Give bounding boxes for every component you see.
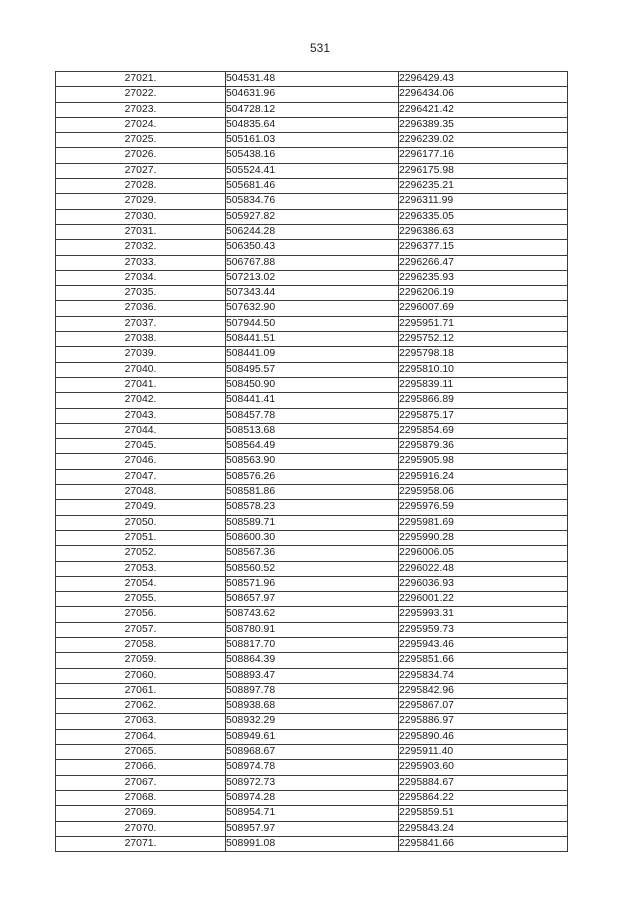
table-row: [56, 72, 568, 87]
y-coordinate-cell: 2296177.16: [399, 148, 568, 163]
y-coordinate-cell: 2296036.93: [399, 576, 568, 591]
x-coordinate-cell: 504835.64: [226, 117, 399, 132]
y-coordinate-cell: 2296235.93: [399, 270, 568, 285]
coordinates-table: [55, 71, 568, 852]
x-coordinate-cell: 508560.52: [226, 561, 399, 576]
y-coordinate-cell: 2295943.46: [399, 637, 568, 652]
x-coordinate-cell: 507213.02: [226, 270, 399, 285]
x-coordinate-cell: 508564.49: [226, 439, 399, 454]
table-row: [56, 270, 568, 285]
point-id-cell: 27058.: [56, 637, 226, 652]
x-coordinate-cell: 506350.43: [226, 240, 399, 255]
point-id-cell: 27025.: [56, 133, 226, 148]
y-coordinate-cell: 2296421.42: [399, 102, 568, 117]
x-coordinate-cell: 505834.76: [226, 194, 399, 209]
point-id-cell: 27059.: [56, 653, 226, 668]
y-coordinate-cell: 2295993.31: [399, 607, 568, 622]
point-id-cell: 27036.: [56, 301, 226, 316]
x-coordinate-cell: 508991.08: [226, 836, 399, 851]
x-coordinate-cell: 508972.73: [226, 775, 399, 790]
x-coordinate-cell: 507343.44: [226, 286, 399, 301]
y-coordinate-cell: 2296386.63: [399, 224, 568, 239]
y-coordinate-cell: 2295842.96: [399, 683, 568, 698]
table-row: [56, 377, 568, 392]
point-id-cell: 27031.: [56, 224, 226, 239]
table-row: [56, 500, 568, 515]
point-id-cell: 27051.: [56, 530, 226, 545]
x-coordinate-cell: 508450.90: [226, 377, 399, 392]
point-id-cell: 27052.: [56, 546, 226, 561]
x-coordinate-cell: 505161.03: [226, 133, 399, 148]
point-id-cell: 27050.: [56, 515, 226, 530]
y-coordinate-cell: 2295916.24: [399, 469, 568, 484]
table-row: [56, 102, 568, 117]
y-coordinate-cell: 2295890.46: [399, 729, 568, 744]
x-coordinate-cell: 508657.97: [226, 592, 399, 607]
point-id-cell: 27060.: [56, 668, 226, 683]
y-coordinate-cell: 2295958.06: [399, 485, 568, 500]
point-id-cell: 27023.: [56, 102, 226, 117]
y-coordinate-cell: 2295886.97: [399, 714, 568, 729]
x-coordinate-cell: 508563.90: [226, 454, 399, 469]
point-id-cell: 27065.: [56, 745, 226, 760]
x-coordinate-cell: 508457.78: [226, 408, 399, 423]
point-id-cell: 27068.: [56, 790, 226, 805]
x-coordinate-cell: 508954.71: [226, 806, 399, 821]
point-id-cell: 27061.: [56, 683, 226, 698]
point-id-cell: 27063.: [56, 714, 226, 729]
table-row: [56, 423, 568, 438]
y-coordinate-cell: 2296239.02: [399, 133, 568, 148]
table-row: [56, 332, 568, 347]
table-row: [56, 224, 568, 239]
x-coordinate-cell: 508780.91: [226, 622, 399, 637]
x-coordinate-cell: 508578.23: [226, 500, 399, 515]
y-coordinate-cell: 2296175.98: [399, 163, 568, 178]
y-coordinate-cell: 2295867.07: [399, 699, 568, 714]
table-row: [56, 454, 568, 469]
y-coordinate-cell: 2295839.11: [399, 377, 568, 392]
y-coordinate-cell: 2296007.69: [399, 301, 568, 316]
x-coordinate-cell: 508571.96: [226, 576, 399, 591]
y-coordinate-cell: 2295911.40: [399, 745, 568, 760]
y-coordinate-cell: 2295951.71: [399, 316, 568, 331]
point-id-cell: 27054.: [56, 576, 226, 591]
y-coordinate-cell: 2295859.51: [399, 806, 568, 821]
point-id-cell: 27040.: [56, 362, 226, 377]
point-id-cell: 27026.: [56, 148, 226, 163]
table-row: [56, 316, 568, 331]
x-coordinate-cell: 508567.36: [226, 546, 399, 561]
point-id-cell: 27056.: [56, 607, 226, 622]
y-coordinate-cell: 2296377.15: [399, 240, 568, 255]
table-row: [56, 133, 568, 148]
table-row: [56, 515, 568, 530]
y-coordinate-cell: 2296434.06: [399, 87, 568, 102]
point-id-cell: 27053.: [56, 561, 226, 576]
x-coordinate-cell: 508864.39: [226, 653, 399, 668]
y-coordinate-cell: 2296206.19: [399, 286, 568, 301]
table-row: [56, 622, 568, 637]
point-id-cell: 27037.: [56, 316, 226, 331]
point-id-cell: 27030.: [56, 209, 226, 224]
table-row: [56, 255, 568, 270]
y-coordinate-cell: 2295854.69: [399, 423, 568, 438]
table-row: [56, 714, 568, 729]
point-id-cell: 27044.: [56, 423, 226, 438]
y-coordinate-cell: 2295884.67: [399, 775, 568, 790]
y-coordinate-cell: 2296311.99: [399, 194, 568, 209]
y-coordinate-cell: 2296001.22: [399, 592, 568, 607]
point-id-cell: 27055.: [56, 592, 226, 607]
table-row: [56, 760, 568, 775]
x-coordinate-cell: 508589.71: [226, 515, 399, 530]
point-id-cell: 27070.: [56, 821, 226, 836]
point-id-cell: 27024.: [56, 117, 226, 132]
point-id-cell: 27069.: [56, 806, 226, 821]
y-coordinate-cell: 2295866.89: [399, 393, 568, 408]
table-row: [56, 745, 568, 760]
x-coordinate-cell: 508949.61: [226, 729, 399, 744]
table-row: [56, 209, 568, 224]
point-id-cell: 27062.: [56, 699, 226, 714]
table-row: [56, 87, 568, 102]
point-id-cell: 27032.: [56, 240, 226, 255]
point-id-cell: 27033.: [56, 255, 226, 270]
table-row: [56, 469, 568, 484]
table-row: [56, 607, 568, 622]
y-coordinate-cell: 2295875.17: [399, 408, 568, 423]
point-id-cell: 27042.: [56, 393, 226, 408]
table-row: [56, 163, 568, 178]
y-coordinate-cell: 2295841.66: [399, 836, 568, 851]
table-row: [56, 775, 568, 790]
table-row: [56, 546, 568, 561]
y-coordinate-cell: 2295990.28: [399, 530, 568, 545]
table-row: [56, 194, 568, 209]
table-row: [56, 653, 568, 668]
x-coordinate-cell: 508495.57: [226, 362, 399, 377]
y-coordinate-cell: 2295864.22: [399, 790, 568, 805]
table-row: [56, 286, 568, 301]
y-coordinate-cell: 2295959.73: [399, 622, 568, 637]
y-coordinate-cell: 2296022.48: [399, 561, 568, 576]
page-number: 531: [309, 41, 331, 55]
x-coordinate-cell: 508957.97: [226, 821, 399, 836]
point-id-cell: 27066.: [56, 760, 226, 775]
x-coordinate-cell: 508974.78: [226, 760, 399, 775]
x-coordinate-cell: 508897.78: [226, 683, 399, 698]
x-coordinate-cell: 505927.82: [226, 209, 399, 224]
y-coordinate-cell: 2295843.24: [399, 821, 568, 836]
table-row: [56, 790, 568, 805]
point-id-cell: 27045.: [56, 439, 226, 454]
table-row: [56, 117, 568, 132]
y-coordinate-cell: 2295903.60: [399, 760, 568, 775]
x-coordinate-cell: 508974.28: [226, 790, 399, 805]
x-coordinate-cell: 508441.41: [226, 393, 399, 408]
table-row: [56, 362, 568, 377]
x-coordinate-cell: 508581.86: [226, 485, 399, 500]
coordinates-table-body: [56, 72, 568, 852]
point-id-cell: 27067.: [56, 775, 226, 790]
y-coordinate-cell: 2296389.35: [399, 117, 568, 132]
table-row: [56, 637, 568, 652]
table-row: [56, 821, 568, 836]
table-row: [56, 576, 568, 591]
point-id-cell: 27039.: [56, 347, 226, 362]
x-coordinate-cell: 508441.09: [226, 347, 399, 362]
y-coordinate-cell: 2295976.59: [399, 500, 568, 515]
point-id-cell: 27034.: [56, 270, 226, 285]
point-id-cell: 27049.: [56, 500, 226, 515]
x-coordinate-cell: 508600.30: [226, 530, 399, 545]
x-coordinate-cell: 508743.62: [226, 607, 399, 622]
table-row: [56, 561, 568, 576]
point-id-cell: 27043.: [56, 408, 226, 423]
table-row: [56, 683, 568, 698]
x-coordinate-cell: 508441.51: [226, 332, 399, 347]
point-id-cell: 27071.: [56, 836, 226, 851]
table-row: [56, 699, 568, 714]
y-coordinate-cell: 2295905.98: [399, 454, 568, 469]
x-coordinate-cell: 504728.12: [226, 102, 399, 117]
point-id-cell: 27064.: [56, 729, 226, 744]
point-id-cell: 27028.: [56, 179, 226, 194]
table-row: [56, 836, 568, 851]
y-coordinate-cell: 2295981.69: [399, 515, 568, 530]
table-row: [56, 179, 568, 194]
x-coordinate-cell: 508893.47: [226, 668, 399, 683]
y-coordinate-cell: 2295851.66: [399, 653, 568, 668]
point-id-cell: 27021.: [56, 72, 226, 87]
y-coordinate-cell: 2295810.10: [399, 362, 568, 377]
y-coordinate-cell: 2296266.47: [399, 255, 568, 270]
x-coordinate-cell: 504631.96: [226, 87, 399, 102]
y-coordinate-cell: 2295752.12: [399, 332, 568, 347]
x-coordinate-cell: 505681.46: [226, 179, 399, 194]
x-coordinate-cell: 507632.90: [226, 301, 399, 316]
point-id-cell: 27048.: [56, 485, 226, 500]
point-id-cell: 27027.: [56, 163, 226, 178]
point-id-cell: 27046.: [56, 454, 226, 469]
x-coordinate-cell: 506244.28: [226, 224, 399, 239]
point-id-cell: 27029.: [56, 194, 226, 209]
table-row: [56, 408, 568, 423]
x-coordinate-cell: 508938.68: [226, 699, 399, 714]
point-id-cell: 27047.: [56, 469, 226, 484]
table-row: [56, 347, 568, 362]
x-coordinate-cell: 508576.26: [226, 469, 399, 484]
x-coordinate-cell: 506767.88: [226, 255, 399, 270]
table-row: [56, 806, 568, 821]
x-coordinate-cell: 508932.29: [226, 714, 399, 729]
table-row: [56, 485, 568, 500]
y-coordinate-cell: 2295879.36: [399, 439, 568, 454]
table-row: [56, 530, 568, 545]
point-id-cell: 27041.: [56, 377, 226, 392]
table-row: [56, 240, 568, 255]
x-coordinate-cell: 508817.70: [226, 637, 399, 652]
point-id-cell: 27038.: [56, 332, 226, 347]
y-coordinate-cell: 2296235.21: [399, 179, 568, 194]
table-row: [56, 592, 568, 607]
y-coordinate-cell: 2296006.05: [399, 546, 568, 561]
y-coordinate-cell: 2295834.74: [399, 668, 568, 683]
x-coordinate-cell: 508968.67: [226, 745, 399, 760]
point-id-cell: 27022.: [56, 87, 226, 102]
point-id-cell: 27035.: [56, 286, 226, 301]
y-coordinate-cell: 2296429.43: [399, 72, 568, 87]
table-row: [56, 301, 568, 316]
x-coordinate-cell: 505438.16: [226, 148, 399, 163]
table-row: [56, 439, 568, 454]
x-coordinate-cell: 505524.41: [226, 163, 399, 178]
x-coordinate-cell: 508513.68: [226, 423, 399, 438]
point-id-cell: 27057.: [56, 622, 226, 637]
x-coordinate-cell: 507944.50: [226, 316, 399, 331]
y-coordinate-cell: 2295798.18: [399, 347, 568, 362]
table-row: [56, 729, 568, 744]
table-row: [56, 148, 568, 163]
x-coordinate-cell: 504531.48: [226, 72, 399, 87]
y-coordinate-cell: 2296335.05: [399, 209, 568, 224]
table-row: [56, 668, 568, 683]
table-row: [56, 393, 568, 408]
